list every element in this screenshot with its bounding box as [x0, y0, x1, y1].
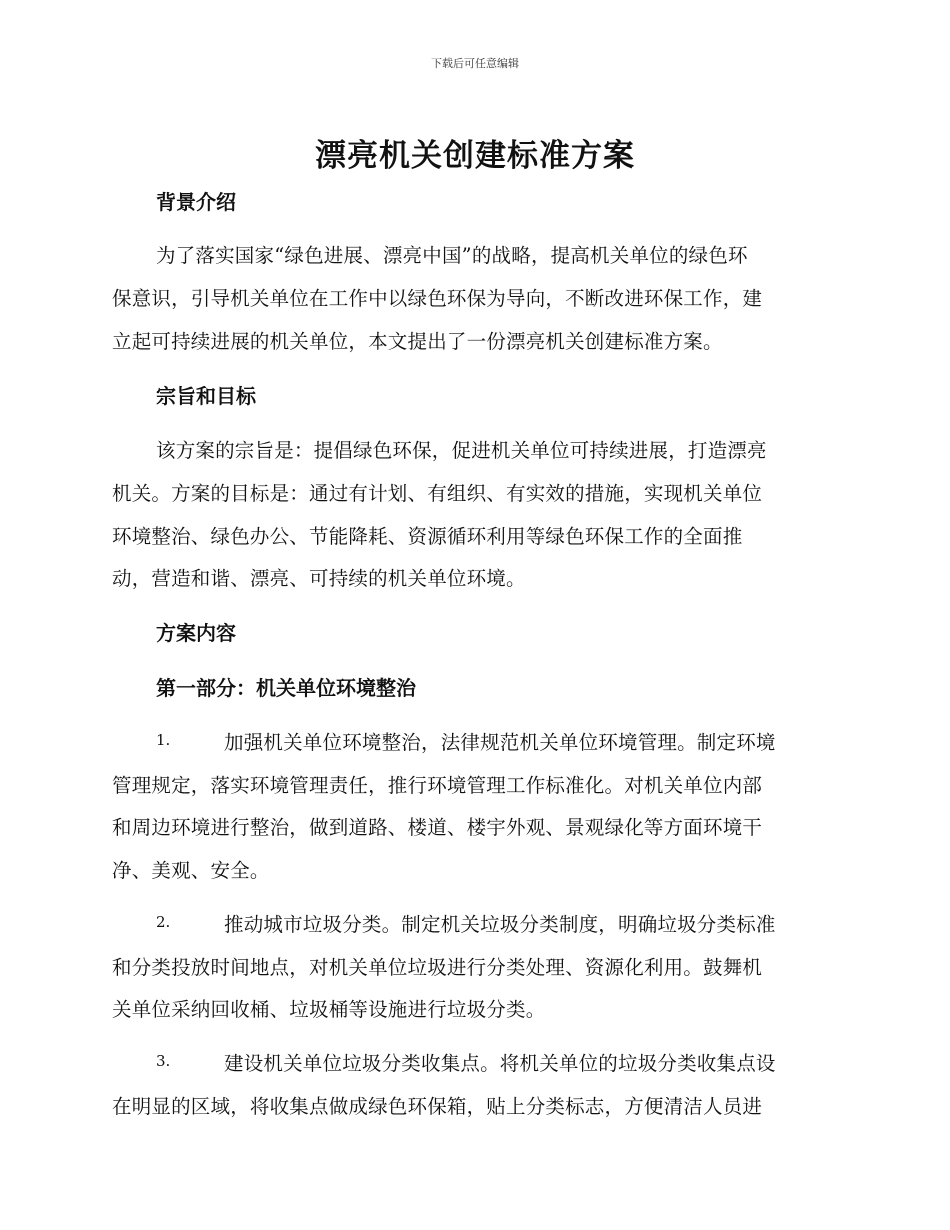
list-item-line: 关单位采纳回收桶、垃圾桶等设施进行垃圾分类。	[112, 998, 546, 1021]
part-heading: 第一部分：机关单位环境整治	[156, 676, 416, 700]
paragraph-line: 该方案的宗旨是：提倡绿色环保，促进机关单位可持续进展，打造漂亮	[156, 439, 767, 462]
list-item-line: 加强机关单位环境整治，法律规范机关单位环境管理。制定环境	[224, 731, 776, 754]
paragraph-line: 立起可持续进展的机关单位，本文提出了一份漂亮机关创建标准方案。	[112, 330, 723, 353]
section-heading-content: 方案内容	[156, 621, 236, 645]
paragraph-line: 保意识，引导机关单位在工作中以绿色环保为导向，不断改进环保工作，建	[112, 287, 763, 310]
paragraph-line: 机关。方案的目标是：通过有计划、有组织、有实效的措施，实现机关单位	[112, 482, 763, 505]
list-item-line: 和分类投放时间地点，对机关单位垃圾进行分类处理、资源化利用。鼓舞机	[112, 956, 763, 979]
header-note: 下载后可任意编辑	[431, 57, 519, 70]
list-item-line: 推动城市垃圾分类。制定机关垃圾分类制度，明确垃圾分类标准	[224, 913, 776, 936]
paragraph-line: 环境整治、绿色办公、节能降耗、资源循环利用等绿色环保工作的全面推	[112, 525, 743, 548]
section-heading-purpose: 宗旨和目标	[156, 384, 256, 408]
list-item-line: 建设机关单位垃圾分类收集点。将机关单位的垃圾分类收集点设	[224, 1052, 776, 1075]
list-item-number: 2.	[156, 913, 171, 931]
list-item-number: 1.	[156, 731, 171, 749]
paragraph-line: 为了落实国家“绿色进展、漂亮中国”的战略，提高机关单位的绿色环	[156, 244, 748, 267]
list-item-line: 和周边环境进行整治，做到道路、楼道、楼宇外观、景观绿化等方面环境干	[112, 816, 763, 839]
list-item-number: 3.	[156, 1052, 171, 1070]
list-item-line: 在明显的区域，将收集点做成绿色环保箱，贴上分类标志，方便清洁人员进	[112, 1095, 763, 1118]
list-item-line: 管理规定，落实环境管理责任，推行环境管理工作标准化。对机关单位内部	[112, 774, 763, 797]
document-title: 漂亮机关创建标准方案	[315, 138, 635, 174]
list-item-line: 净、美观、安全。	[112, 859, 270, 882]
paragraph-line: 动，营造和谐、漂亮、可持续的机关单位环境。	[112, 567, 526, 590]
section-heading-background: 背景介绍	[156, 190, 236, 214]
